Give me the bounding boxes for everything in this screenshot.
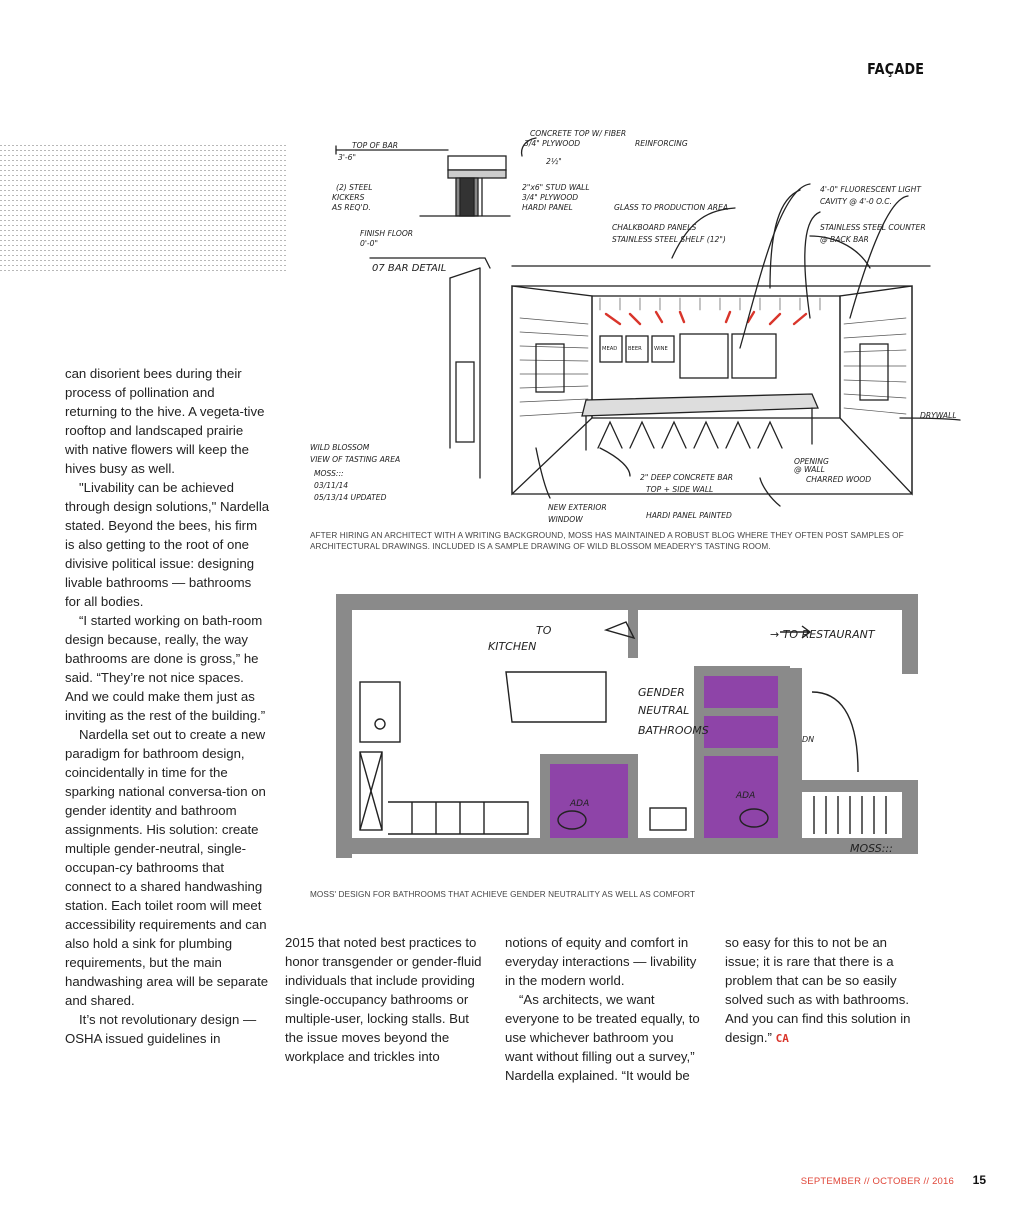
label-bathrooms: BATHROOMS	[638, 724, 709, 737]
paragraph: “I started working on bath-room design because, really, the way bathrooms are done is gross,” he said. “They’re not nice spaces. And we could make them just as inviting as the rest of the building.”	[65, 613, 266, 723]
label-steel-kickers-2: KICKERS	[332, 193, 365, 202]
paragraph: can disorient bees during their process of pollination and returning to the hive. A vegeta-tive rooftop and landscaped prairie with native flowers will keep the hives busy as well.	[65, 366, 265, 476]
label-finish-floor: FINISH FLOOR	[360, 229, 414, 238]
paragraph	[725, 933, 925, 1048]
label-concrete-bar-1: 2" DEEP CONCRETE BAR	[640, 473, 734, 482]
section-tag: FAÇADE	[866, 60, 924, 78]
gn-room-1	[704, 676, 778, 708]
label-ada-left: ADA	[570, 799, 590, 809]
label-view-2: VIEW OF TASTING AREA	[310, 455, 401, 464]
paragraph: 2015 that noted best practices to honor transgender or gender-fluid individuals that include providing single-occupancy bathrooms or multiple-user, locking stalls. But the issue moves beyond the workplace and trickles into	[285, 935, 482, 1064]
figure2-caption: MOSS' DESIGN FOR BATHROOMS THAT ACHIEVE GENDER NEUTRALITY AS WELL AS COMFORT	[310, 890, 696, 899]
label-view-3: MOSS:::	[314, 469, 344, 478]
label-view-4: 03/11/14	[314, 481, 349, 490]
page-number: 15	[972, 1173, 986, 1187]
label-counter-2: @ BACK BAR	[820, 235, 869, 244]
label-plywood: 3/4" PLYWOOD	[524, 139, 581, 148]
label-hardi-panel: HARDI PANEL	[522, 203, 573, 212]
label-plywood2: 3/4" PLYWOOD	[522, 193, 579, 202]
article-column-1	[65, 364, 270, 1048]
label-kitchen: KITCHEN	[488, 640, 537, 653]
tasting-room-sketch	[300, 118, 970, 528]
paragraph: notions of equity and comfort in everyday interactions — livability in the modern world.	[505, 935, 697, 988]
label-top-of-bar: TOP OF BAR	[352, 141, 399, 150]
label-neutral: NEUTRAL	[638, 704, 690, 717]
end-mark: CA	[775, 1032, 789, 1045]
figure1-caption: AFTER HIRING AN ARCHITECT WITH A WRITING BACKGROUND, MOSS HAS MAINTAINED A ROBUST BLOG WHERE THEY OFTEN POST SAMPLES OF ARCHITECTURAL DRAWINGS. INCLUDED IS A SAMPLE DRAWING OF WILD BLOSSOM MEADERY'S TASTING ROOM.	[310, 531, 904, 551]
label-view-1: WILD BLOSSOM	[310, 443, 370, 452]
label-moss: MOSS:::	[850, 842, 893, 855]
label-exterior-2: WINDOW	[548, 515, 583, 524]
paragraph-text: so easy for this to not be an issue; it is rare that there is a problem that can be so easily solved such as with bathrooms. And you can find this solution in design.”	[725, 935, 911, 1045]
label-steel-kickers-3: AS REQ'D.	[332, 203, 371, 212]
bathroom-floor-plan	[318, 572, 930, 870]
label-glass: GLASS TO PRODUCTION AREA	[614, 203, 729, 212]
label-charred: CHARRED WOOD	[806, 475, 872, 484]
label-drywall: DRYWALL	[920, 411, 957, 420]
label-reinforcing: REINFORCING	[635, 139, 688, 148]
article-column-2	[285, 933, 485, 1066]
label-dn: DN	[802, 735, 815, 744]
label-fluorescent-1: 4'-0" FLUORESCENT LIGHT	[820, 185, 921, 194]
paragraph: “As architects, we want everyone to be treated equally, to use whichever bathroom you want without filling out a survey,” Nardella explained. “It would be	[505, 992, 700, 1083]
label-counter-1: STAINLESS STEEL COUNTER	[820, 223, 926, 232]
label-opening: OPENING	[794, 457, 829, 466]
paragraph: "Livability can be achieved through design solutions," Nardella stated. Beyond the bees, his firm is also getting to the root of one divisive political issue: designing livable bathrooms — bathrooms for all bodies.	[65, 480, 270, 609]
label-dim-2half: 2½"	[546, 157, 562, 166]
label-stud-wall: 2"x6" STUD WALL	[522, 183, 590, 192]
label-chalkboard: CHALKBOARD PANELS	[612, 223, 697, 232]
label-shelf: STAINLESS STEEL SHELF (12")	[612, 235, 726, 244]
label-view-5: 05/13/14 UPDATED	[314, 493, 387, 502]
label-ada-right: ADA	[736, 791, 756, 801]
label-concrete-bar-2: TOP + SIDE WALL	[646, 485, 714, 494]
label-opening-2: @ WALL	[794, 465, 825, 474]
article-column-3	[505, 933, 705, 1085]
label-to-kitchen: TO	[536, 624, 552, 637]
gn-room-2	[704, 716, 778, 748]
label-steel-kickers-1: (2) STEEL	[336, 183, 373, 192]
label-finish-floor-dim: 0'-0"	[360, 239, 378, 248]
label-fluorescent-2: CAVITY @ 4'-0 O.C.	[820, 197, 892, 206]
sign-wine: WINE	[654, 346, 668, 352]
label-top-of-bar-dim: 3'-6"	[338, 153, 356, 162]
label-exterior-1: NEW EXTERIOR	[548, 503, 607, 512]
label-to-restaurant: → TO RESTAURANT	[770, 628, 875, 641]
issue-date: SEPTEMBER // OCTOBER // 2016	[800, 1176, 954, 1187]
label-concrete-top: CONCRETE TOP W/ FIBER	[530, 129, 627, 138]
article-column-4	[725, 933, 925, 1048]
label-gender: GENDER	[638, 686, 685, 699]
label-bar-detail: 07 BAR DETAIL	[372, 263, 447, 274]
decorative-dash-block	[0, 145, 286, 272]
label-hardi-painted: HARDI PANEL PAINTED	[646, 511, 732, 520]
sign-mead: MEAD	[602, 346, 618, 352]
paragraph: Nardella set out to create a new paradigm for bathroom design, coincidentally in time for the sparking national conversa-tion on gender identity and bathroom assignments. His solution: create multiple gender-neutral, single-occupan-cy bathrooms that connect to a shared handwashing station. Each toilet room will meet accessibility requirements and can also hold a sink for plumbing requirements, but the main handwashing area will be separate and shared.	[65, 727, 269, 1008]
sign-beer: BEER	[628, 346, 642, 352]
paragraph: It’s not revolutionary design — OSHA issued guidelines in	[65, 1012, 257, 1046]
